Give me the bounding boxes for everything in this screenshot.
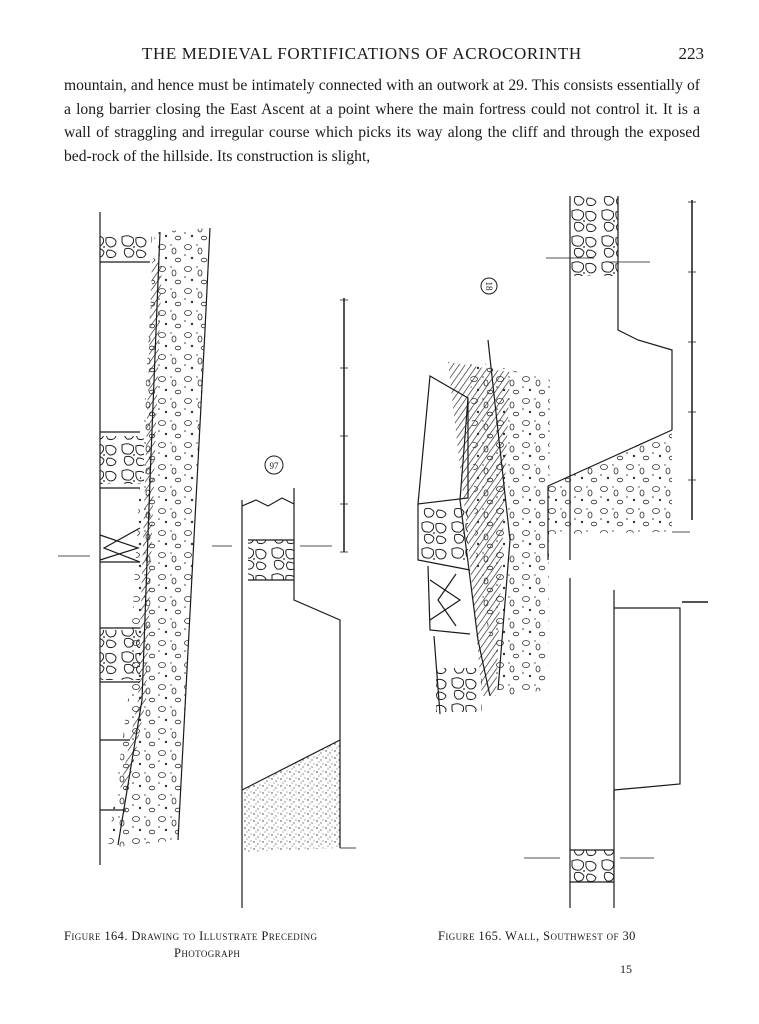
- figure-164-marker: 97: [269, 461, 279, 471]
- figure-164-elevation-short: [242, 298, 356, 908]
- page-number: 223: [678, 44, 704, 63]
- figure-165-elevation-right: [524, 196, 708, 908]
- figure-165-caption: Figure 165. Wall, Southwest of 30: [438, 929, 636, 943]
- body-paragraph: mountain, and hence must be intimately connected with an outwork at 29. This consists essentially of a long barrier closing the East Ascent at a point where the main fortress could not control it. It is a wall of straggling and irregular course which picks its way along the cliff and through the exposed bed-rock of the hillside. Its construction is slight,: [64, 77, 700, 165]
- running-title: THE MEDIEVAL FORTIFICATIONS OF ACROCORINTH: [142, 44, 582, 63]
- figure-164-caption-line2: Photograph: [174, 946, 241, 960]
- figure-165-elevation-left: [418, 278, 550, 714]
- figure-164-caption-line1: Figure 164. Drawing to Illustrate Preceding: [64, 929, 318, 943]
- signature-mark: 15: [620, 962, 632, 976]
- figure-165-marker: 18: [484, 281, 494, 291]
- figure-164-caption: [64, 928, 374, 962]
- figure-164-elevation-tall: [58, 212, 232, 865]
